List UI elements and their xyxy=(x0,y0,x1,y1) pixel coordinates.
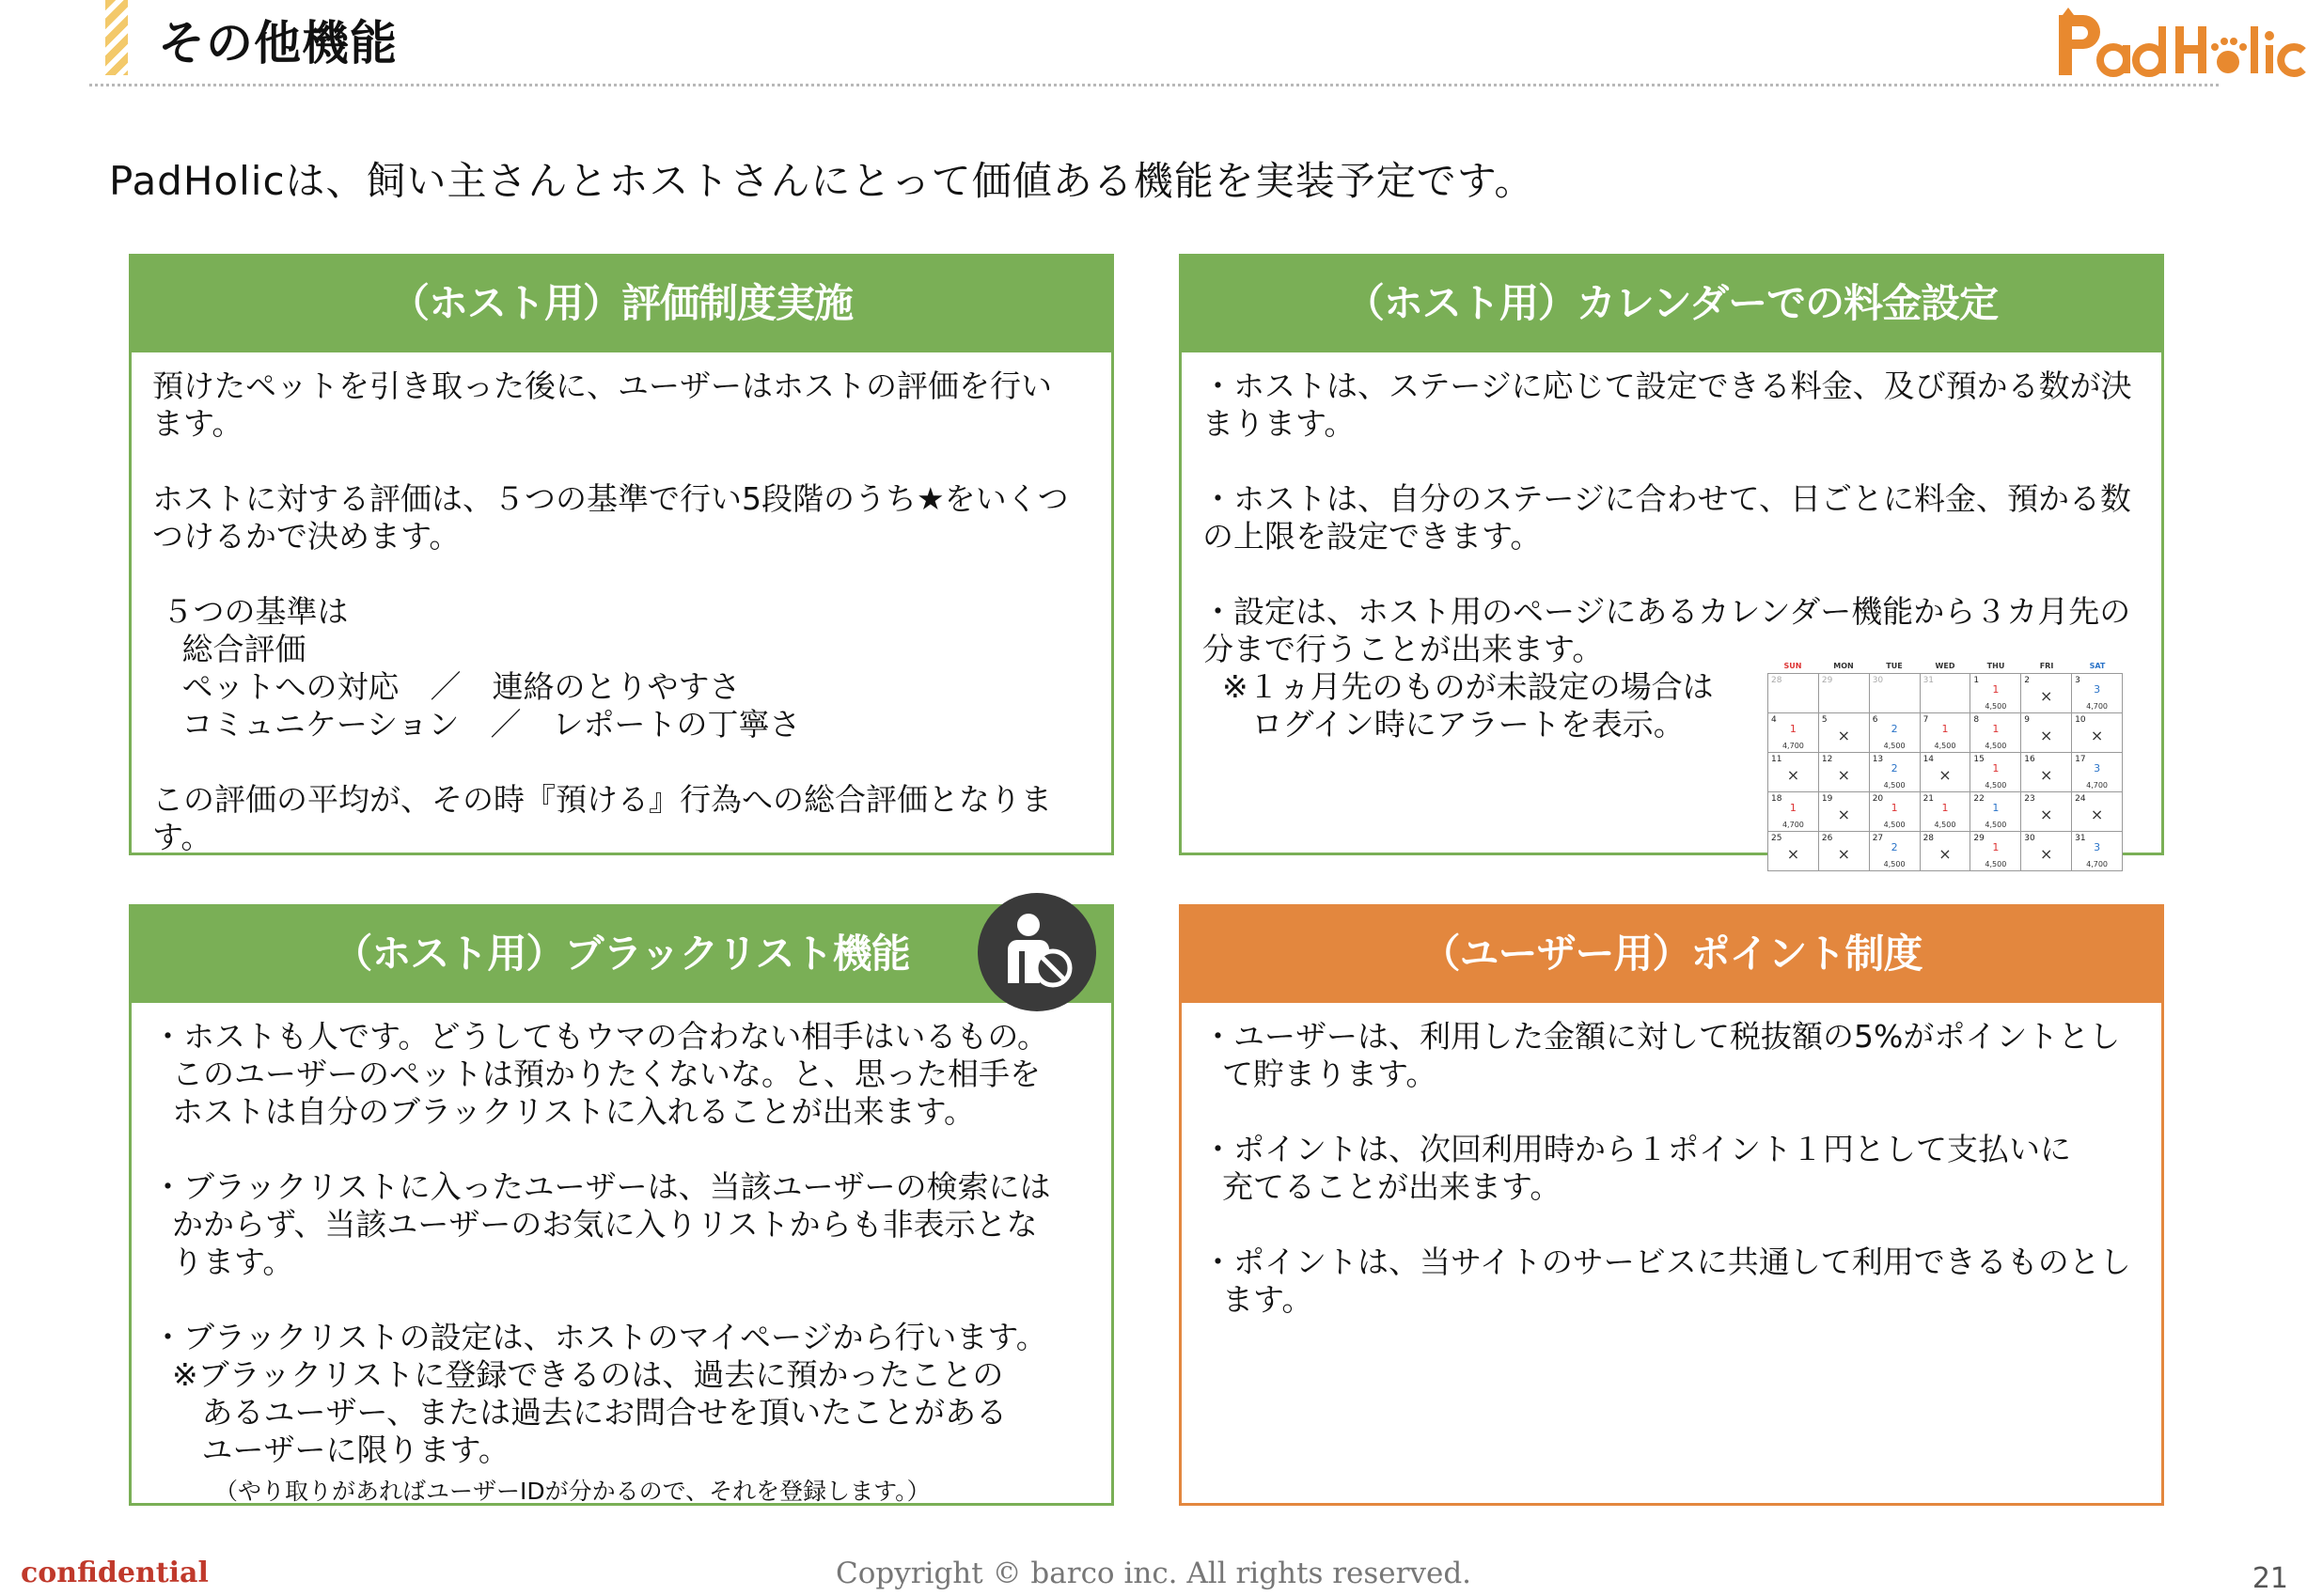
calendar-day-cell xyxy=(2072,832,2123,871)
calendar-day-number: 6 xyxy=(1872,715,1878,725)
calendar-day-cell xyxy=(1768,713,1819,753)
calendar-capacity: 1 xyxy=(1789,802,1797,814)
calendar-capacity: 1 xyxy=(1992,723,2000,735)
calendar-capacity: 3 xyxy=(2094,762,2101,775)
calendar-grid xyxy=(1767,673,2123,871)
calendar-capacity: 1 xyxy=(1941,802,1949,814)
calendar-day-number: 15 xyxy=(1973,755,1985,764)
calendar-unavailable-mark: × xyxy=(1786,766,1800,784)
calendar-day-number: 3 xyxy=(2075,676,2080,685)
confidential-label: confidential xyxy=(21,1557,209,1589)
calendar-day-number: 4 xyxy=(1771,715,1777,725)
calendar-capacity: 1 xyxy=(1992,762,2000,775)
calendar-day-number: 22 xyxy=(1973,794,1985,804)
calendar-day-number: 28 xyxy=(1922,834,1935,843)
calendar-day-number: 19 xyxy=(1821,794,1833,804)
blacklist-panel xyxy=(129,904,1114,1506)
calendar-day-cell xyxy=(1970,832,2021,871)
calendar-day-cell xyxy=(1819,713,1870,753)
calendar-price: 4,500 xyxy=(1934,742,1956,750)
calendar-day-number: 26 xyxy=(1821,834,1833,843)
calendar-weekday: SAT xyxy=(2089,662,2106,670)
calendar-capacity: 1 xyxy=(1891,802,1898,814)
calendar-day-number: 18 xyxy=(1771,794,1782,804)
calendar-day-cell xyxy=(2021,713,2072,753)
calendar-day-number: 27 xyxy=(1872,834,1884,843)
calendar-day-cell xyxy=(1921,792,1971,832)
calendar-day-number: 17 xyxy=(2075,755,2086,764)
calendar-day-number: 7 xyxy=(1922,715,1929,725)
calendar-day-cell xyxy=(2021,674,2072,713)
calendar-illustration xyxy=(1767,662,2123,884)
calendar-day-cell xyxy=(2021,832,2072,871)
calendar-day-number: 2 xyxy=(2024,676,2031,685)
calendar-pricing-panel-body: ・ホストは、ステージに応じて設定できる料金、及び預かる数が決 まります。 ・ホストは、自分のステージに合わせて、日ごとに料金、預かる数 の上限を設定できます。 ・設定は、ホスト用のページにあるカレンダー機能から３カ月先の 分まで行うことが出来ます。 ※１ヵ月先のものが未設定の場合は ログイン時にアラートを表示。 xyxy=(1202,368,2132,743)
calendar-unavailable-mark: × xyxy=(1837,806,1850,823)
calendar-price: 4,500 xyxy=(1934,821,1956,829)
calendar-day-cell xyxy=(1768,674,1819,713)
calendar-day-cell xyxy=(1921,753,1971,792)
padholic-logo xyxy=(2055,6,2307,90)
calendar-price: 4,700 xyxy=(2086,781,2109,790)
calendar-day-cell xyxy=(1768,753,1819,792)
calendar-capacity: 1 xyxy=(1789,723,1797,735)
calendar-day-cell xyxy=(1819,832,1870,871)
calendar-pricing-panel-title: （ホスト用）カレンダーでの料金設定 xyxy=(1182,257,2161,352)
calendar-day-cell xyxy=(2072,713,2123,753)
calendar-price: 4,500 xyxy=(1985,781,2007,790)
calendar-day-cell xyxy=(1768,832,1819,871)
calendar-weekday-header xyxy=(1767,662,2123,673)
calendar-capacity: 3 xyxy=(2094,841,2101,853)
copyright-text: Copyright © barco inc. All rights reserved. xyxy=(835,1557,1472,1590)
calendar-price: 4,500 xyxy=(1883,860,1906,868)
calendar-price: 4,500 xyxy=(1985,821,2007,829)
rating-panel-body: 預けたペットを引き取った後に、ユーザーはホストの評価を行い ます。 ホストに対する評価は、５つの基準で行い5段階のうち★をいくつ つけるかで決めます。 ５つの基準は 総合評価 ペットへの対応 ／ 連絡のとりやすさ コミュニケーション ／ レポートの丁寧さ この評価の平均が、その時『預ける』行為への総合評価となります。 xyxy=(152,368,1069,855)
calendar-day-number: 29 xyxy=(1973,834,1985,843)
calendar-unavailable-mark: × xyxy=(1938,845,1952,863)
points-panel xyxy=(1179,904,2164,1506)
calendar-day-cell xyxy=(1970,753,2021,792)
calendar-price: 4,500 xyxy=(1985,742,2007,750)
calendar-day-number: 5 xyxy=(1821,715,1828,725)
calendar-day-cell xyxy=(1870,792,1921,832)
points-panel-body: ・ユーザーは、利用した金額に対して税抜額の5%がポイントとし て貯まります。 ・ポイントは、次回利用時から１ポイント１円として支払いに 充てることが出来ます。 ・ポイントは、当サイトのサービスに共通して利用できるものとし ます。 xyxy=(1202,1018,2131,1318)
calendar-unavailable-mark: × xyxy=(2040,806,2053,823)
calendar-capacity: 1 xyxy=(1941,723,1949,735)
blacklist-panel-title: （ホスト用）ブラックリスト機能 xyxy=(132,907,1111,1003)
page-title: その他機能 xyxy=(158,16,398,70)
calendar-day-cell xyxy=(1819,792,1870,832)
calendar-day-cell xyxy=(1970,713,2021,753)
calendar-day-cell xyxy=(2072,674,2123,713)
calendar-unavailable-mark: × xyxy=(2040,766,2053,784)
calendar-unavailable-mark: × xyxy=(1786,845,1800,863)
calendar-price: 4,500 xyxy=(1883,821,1906,829)
calendar-price: 4,500 xyxy=(1883,781,1906,790)
calendar-day-cell xyxy=(1870,753,1921,792)
calendar-day-number: 28 xyxy=(1771,676,1782,685)
calendar-day-cell xyxy=(1870,832,1921,871)
calendar-weekday: TUE xyxy=(1886,662,1903,670)
calendar-unavailable-mark: × xyxy=(2040,687,2053,705)
calendar-price: 4,700 xyxy=(2086,702,2109,711)
calendar-day-number: 9 xyxy=(2024,715,2031,725)
calendar-day-cell xyxy=(1819,674,1870,713)
calendar-day-number: 13 xyxy=(1872,755,1884,764)
calendar-day-cell xyxy=(1921,713,1971,753)
title-stripe-decoration xyxy=(105,0,128,75)
calendar-day-cell xyxy=(1870,674,1921,713)
calendar-day-number: 8 xyxy=(1973,715,1980,725)
header-divider xyxy=(89,84,2219,86)
calendar-unavailable-mark: × xyxy=(2090,806,2104,823)
calendar-unavailable-mark: × xyxy=(1837,727,1850,744)
calendar-day-cell xyxy=(1819,753,1870,792)
calendar-day-cell xyxy=(2021,753,2072,792)
blacklist-panel-body: ・ホストも人です。どうしてもウマの合わない相手はいるもの。 このユーザーのペットは預かりたくないな。と、思った相手を ホストは自分のブラックリストに入れることが出来ます。 ・ブラックリストに入ったユーザーは、当該ユーザーの検索には かからず、当該ユーザーのお気に入りリストからも非表示とな ります。 ・ブラックリストの設定は、ホストのマイページから行います。 ※ブラックリストに登録できるのは、過去に預かったことの あるユーザー、または過去にお問合せを頂いたことがある ユーザーに限ります。 xyxy=(152,1018,1051,1468)
calendar-weekday: WED xyxy=(1935,662,1955,670)
calendar-day-number: 25 xyxy=(1771,834,1782,843)
calendar-capacity: 2 xyxy=(1891,723,1898,735)
calendar-day-number: 11 xyxy=(1771,755,1782,764)
blocked-user-icon xyxy=(978,893,1096,1011)
calendar-day-number: 12 xyxy=(1821,755,1833,764)
calendar-price: 4,700 xyxy=(1781,742,1804,750)
calendar-capacity: 1 xyxy=(1992,802,2000,814)
calendar-day-cell xyxy=(1768,792,1819,832)
calendar-day-number: 29 xyxy=(1821,676,1833,685)
calendar-day-number: 23 xyxy=(2024,794,2035,804)
calendar-capacity: 1 xyxy=(1992,841,2000,853)
calendar-unavailable-mark: × xyxy=(2040,727,2053,744)
calendar-unavailable-mark: × xyxy=(1837,845,1850,863)
calendar-day-cell xyxy=(1870,713,1921,753)
calendar-day-cell xyxy=(2021,792,2072,832)
calendar-capacity: 1 xyxy=(1992,683,2000,696)
calendar-weekday: MON xyxy=(1833,662,1854,670)
calendar-price: 4,500 xyxy=(1985,702,2007,711)
rating-panel xyxy=(129,254,1114,855)
calendar-day-cell xyxy=(2072,753,2123,792)
calendar-weekday: THU xyxy=(1986,662,2005,670)
calendar-day-number: 24 xyxy=(2075,794,2086,804)
calendar-day-cell xyxy=(1970,792,2021,832)
calendar-unavailable-mark: × xyxy=(1837,766,1850,784)
blacklist-panel-note: （やり取りがあればユーザーIDが分かるので、それを登録します。） xyxy=(214,1478,931,1505)
calendar-day-cell xyxy=(1970,674,2021,713)
calendar-unavailable-mark: × xyxy=(1938,766,1952,784)
calendar-capacity: 2 xyxy=(1891,762,1898,775)
calendar-price: 4,500 xyxy=(1985,860,2007,868)
calendar-weekday: FRI xyxy=(2039,662,2054,670)
calendar-day-number: 1 xyxy=(1973,676,1980,685)
calendar-day-cell xyxy=(2072,792,2123,832)
calendar-unavailable-mark: × xyxy=(2090,727,2104,744)
rating-panel-title: （ホスト用）評価制度実施 xyxy=(132,257,1111,352)
calendar-unavailable-mark: × xyxy=(2040,845,2053,863)
calendar-price: 4,700 xyxy=(1781,821,1804,829)
calendar-day-number: 31 xyxy=(2075,834,2086,843)
calendar-capacity: 3 xyxy=(2094,683,2101,696)
page-number: 21 xyxy=(2252,1562,2288,1595)
calendar-price: 4,700 xyxy=(2086,860,2109,868)
calendar-day-number: 14 xyxy=(1922,755,1935,764)
calendar-day-number: 21 xyxy=(1922,794,1935,804)
calendar-day-cell xyxy=(1921,674,1971,713)
calendar-day-number: 30 xyxy=(1872,676,1884,685)
calendar-day-number: 20 xyxy=(1872,794,1884,804)
calendar-day-cell xyxy=(1921,832,1971,871)
calendar-day-number: 16 xyxy=(2024,755,2035,764)
calendar-day-number: 31 xyxy=(1922,676,1935,685)
calendar-day-number: 30 xyxy=(2024,834,2035,843)
page-subtitle: PadHolicは、飼い主さんとホストさんにとって価値ある機能を実装予定です。 xyxy=(109,158,1535,204)
calendar-capacity: 2 xyxy=(1891,841,1898,853)
calendar-day-number: 10 xyxy=(2075,715,2086,725)
points-panel-title: （ユーザー用）ポイント制度 xyxy=(1182,907,2161,1003)
calendar-price: 4,500 xyxy=(1883,742,1906,750)
calendar-weekday: SUN xyxy=(1783,662,1802,670)
padholic-logo-image xyxy=(2055,6,2307,90)
